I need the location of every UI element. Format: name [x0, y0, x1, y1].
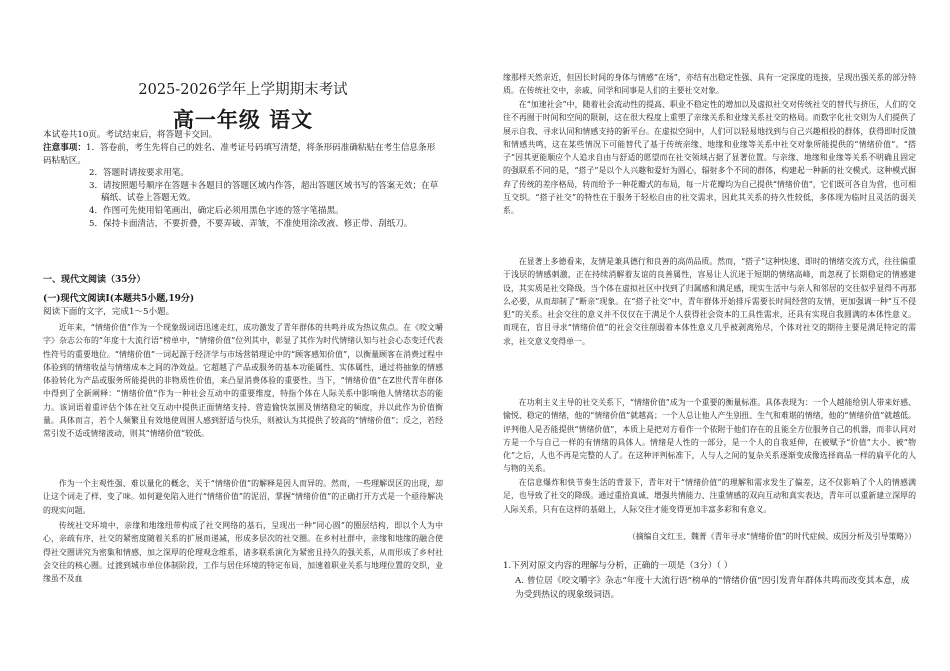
notes-block	[43, 142, 443, 230]
question-1-stem: 1.下列对原文内容的理解与分析，正确的一项是（3分）（ ）	[503, 561, 733, 571]
exam-title: 2025-2026学年上学期期末考试	[138, 82, 348, 98]
section-title: 一、现代文阅读（35分）	[43, 275, 146, 285]
note-item: 5．保持卡面清洁，不要折叠，不要弄破、弄皱，不准使用涂改液、修正带、刮纸刀。	[89, 218, 413, 229]
reading-instruction: 阅读下面的文字，完成1～5小题。	[43, 307, 175, 317]
note-item: 3．请按照题号顺序在答题卡各题目的答题区域内作答，超出答题区域书写的答案无效；在草稿纸、试卷上答题无效。	[89, 180, 439, 204]
passage-paragraph: 传统社交环境中，亲缘和地缘纽带构成了社交网络的基石，呈现出一种“同心圆”的圈层结构，即以个人为中心，亲疏有序，社交的紧密度随着关系的扩展而递减，形成多层次的社交圈。在乡村社群中，亲缘和地缘的融合使得社交圈讲究为密集和情感，加之深厚的伦理观念维系，诸多联系演化为紧密且持久的强关系，从而形成了乡村社会交往的核心圈。过渡到城市单位体制阶段，工作与居住环境的特定布局，加速着职业关系与地理位置的交织，业缘虽不及血	[43, 521, 443, 584]
subsection-title: (一)现代文阅读Ⅰ(本题共5小题,19分)	[43, 294, 195, 304]
passage-source: （摘编自文红玉、魏菁《青年寻求“情绪价值”的时代症候、成因分析及引导策略》）	[627, 532, 916, 541]
passage-paragraph: 在显著上多德看来，友情是兼具德行和良善的高尚品质。然而，“搭子”这种快速、即时的情绪交流方式，往往偏重于浅层的情感刺激，正在持续消解着友谊的良善属性，容易让人沉迷于短期的情绪高峰，而忽视了长期稳定的情感建设，其实质是社交降级。当个体在虚拟社区中找到了归属感和满足感，现实生活中与亲人和邻居的交往似乎显得不再那么必要，从而却制了“断亲”现象。在“搭子社交”中，青年群体开始排斥需要长时间经营的友情，更加强调一种“互不侵犯”的关系。社会交往的意义并不仅仅在于满足个人获得社会资本的工具性需求，还具有实现自我圆满的本体性意义。而现在，盲目寻求“情绪价值”的社会交往削弱着本体性意义几乎被剥离殆尽，个体对社交的期待主要是满足特定的需求，社交意义变得单一。	[503, 257, 916, 346]
passage-paragraph: 在“加速社会”中，随着社会流动性的提高、职业不稳定性的增加以及虚拟社交对传统社交的替代与挤压，人们的交往不再囿于时间和空间的限制，这在很大程度上重塑了亲缘关系和业缘关系社交的格局。而数字化社交则为人们提供了展示自我、寻求认同和情感支持的新平台。在虚拟空间中，人们可以轻易地找到与自己兴趣相投的群体，获得即时反馈和情感共鸣，这在某些情况下可能替代了基于传统亲缘、地缘和业缘等关系中社交对象所能提供的“情绪价值”。“搭子”因其更能顺应个人追求自由与舒适的愿望而在社交领域占据了显著位置。与亲缘、地缘和业缘等关系不明确且固定的强联系不同的是，“搭子”是以个人兴趣和爱好为圆心，辐射多个不同的群体，构建起一种新的社交模式。这种模式摒弃了传统的差序格局，转而给予一种花瓣式的布局，每一片花瓣均为自己提供“情绪价值”，它们既可各自为营，也可相互交织。“搭子社交”的特性在于服务于轻松自由的社交需求，因此其关系的持久性较低，多体现为临时且灵活的弱关系。	[503, 100, 916, 216]
intro-text: 本试卷共10页。考试结束后，将答题卡交回。	[43, 130, 218, 140]
notes-heading: 注意事项：	[43, 143, 86, 153]
question-1-option-a[interactable]: A. 曾位居《咬文嚼字》杂志“年度十大流行语”榜单的“情绪价值”因引发青年群体共鸣而改变其本意，成为受到热议的现象级词语。	[515, 576, 910, 600]
passage-paragraph: 近年来，“情绪价值”作为一个现象级词语迅速走红，成功激发了青年群体的共鸣并成为热议焦点。在《咬文嚼字》杂志公布的“年度十大流行语”榜单中，“情绪价值”位列其中，彰显了其作为时代情绪认知与社会心态变迁代表性符号的重要地位。“情绪价值”一词起源于经济学与市场营销理论中的“顾客感知价值”，以衡量顾客在消费过程中体验到的情绪收益与情绪成本之间的净效益。它超越了产品或服务的基本功能属性、实体属性，通过将抽象的情感体验转化为产品或服务所能提供的非物质性价值，来凸显消费体验的重要性。当下，“情绪价值”在Z世代青年群体中得到了全新阐释：“情绪价值”作为一种社会互动中的重要维度，特指个体在人际关系中影响他人情绪状态的能力。该词语着重评估个体在社交互动中提供正面情绪支持、营造愉快氛围及情绪稳定的频度，并以此作为价值衡量。具体而言，若个人频繁且有效地使周围人感到舒适与快乐，则被认为其提供了较高的“情绪价值”；反之，若经常引发不适或情绪波动，则其“情绪价值”较低。	[43, 323, 443, 439]
passage-paragraph: 在信息爆炸和快节奏生活的背景下，青年对于“情绪价值”的理解和需求发生了偏差，这不仅影响了个人的情感满足，也导致了社交的降级。通过重拾真诚、增强共情能力、注重情感的双向互动和真实表达，青年可以重新建立深厚的人际关系，只有在这样的基础上，人际交往才能变得更加丰富多彩和有意义。	[503, 478, 916, 514]
passage-paragraph: 缘那样天然亲近，但因长时间的身体与情感“在场”，亦结有出稳定性强、具有一定深度的连接，呈现出强关系的部分特质。在传统社交中，亲戚、同学和同事是人们的主要社交对象。	[503, 73, 916, 96]
passage-paragraph: 作为一个主观性强、难以量化的概念，关于“情绪价值”的解释是因人而异的。然而，一些理解误区的出现，却让这个词走了样、变了味。如何避免陷入进行“情绪价值”的泥沼，掌握“情绪价值”的正确打开方式是一个亟待解决的现实问题。	[43, 479, 443, 515]
note-item: 1．答卷前，考生先将自己的姓名、准考证号码填写清楚，将条形码准确粘贴在考生信息条形码粘贴区。	[43, 143, 436, 166]
note-item: 4．作图可先使用铅笔画出，确定后必须用黑色字迹的签字笔描黑。	[89, 205, 344, 216]
note-item: 2．答题时请按要求用笔。	[89, 168, 189, 179]
passage-paragraph: 在功利主义主导的社交关系下，“情绪价值”成为一个重要的衡量标准。具体表现为：一个人越能给别人带来好感、愉悦、稳定的情绪，他的“情绪价值”就越高；一个人总让他人产生别扭、生气和难堪的情绪，他的“情绪价值”就越低。评判他人是否能提供“情绪价值”，本质上是把对方看作一个依附于他们存在的且能全方位服务自己的机器，而非认同对方是一个与自己一样的有情绪的具体人。情绪是人性的一部分，是一个人的自我延伸，在被赋予“价值”大小、被“物化”之后，人也不再是完整的人了。在这种评判标准下，人与人之间的复杂关系逐渐变成像选择商品一样的扁平化的人与物的关系。	[503, 398, 916, 474]
exam-subtitle: 高一年级 语文	[172, 107, 314, 132]
